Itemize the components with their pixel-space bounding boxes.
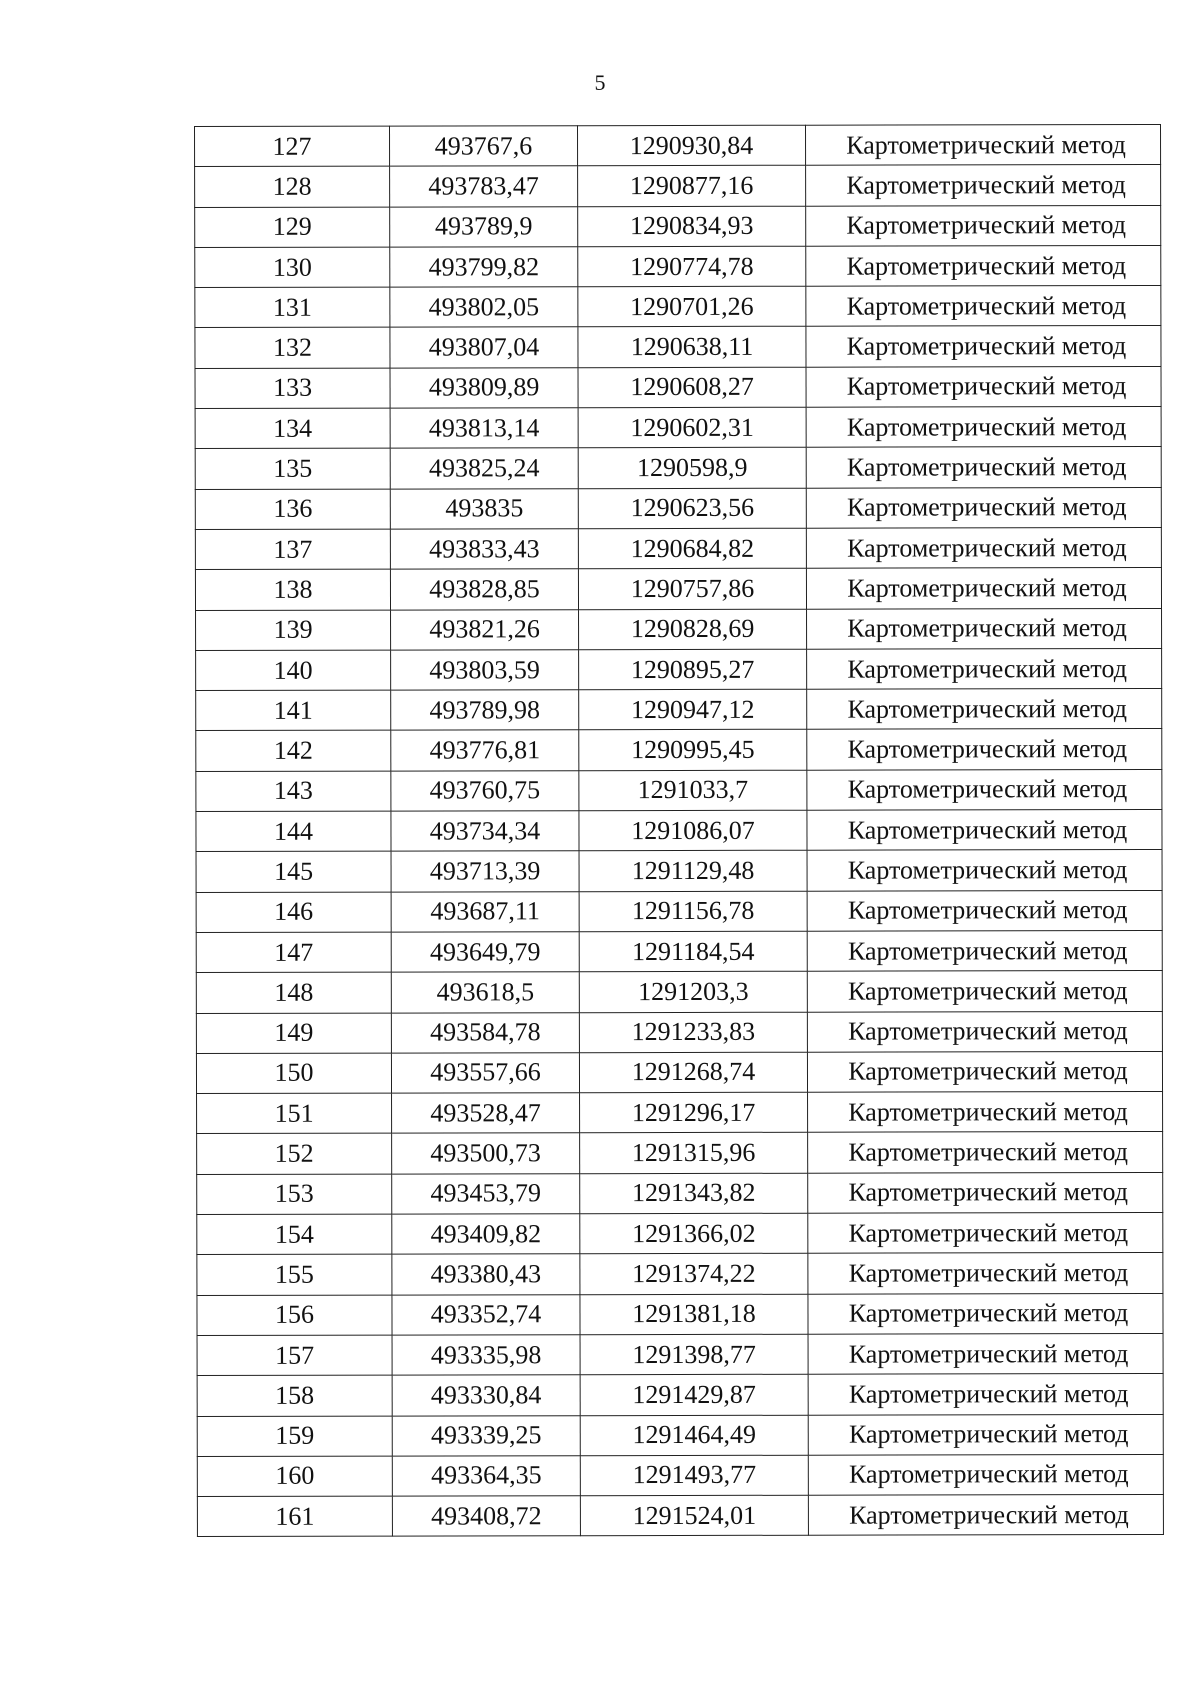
point-number-cell: 159 [197, 1416, 392, 1457]
table-row [195, 165, 1161, 207]
page-number: 5 [594, 70, 606, 95]
x-coordinate-cell: 493833,43 [390, 529, 578, 570]
x-coordinate-cell: 493649,79 [391, 932, 579, 973]
method-cell: Картометрический метод [807, 608, 1162, 649]
point-number-cell: 151 [197, 1093, 392, 1134]
method-cell: Картометрический метод [808, 1212, 1163, 1253]
x-coordinate-cell: 493380,43 [392, 1254, 580, 1295]
table-row [195, 245, 1161, 287]
x-coordinate-cell: 493335,98 [392, 1335, 580, 1376]
method-cell: Картометрический метод [806, 326, 1161, 367]
x-coordinate-cell: 493760,75 [391, 770, 579, 811]
table-row [197, 1253, 1163, 1295]
table-row [197, 1172, 1163, 1214]
method-cell: Картометрический метод [806, 205, 1161, 246]
x-coordinate-cell: 493453,79 [392, 1173, 580, 1214]
method-cell: Картометрический метод [807, 890, 1162, 931]
table-row [196, 1011, 1162, 1053]
method-cell: Картометрический метод [808, 1172, 1163, 1213]
method-cell: Картометрический метод [806, 527, 1161, 568]
table-row [197, 1495, 1163, 1537]
y-coordinate-cell: 1290895,27 [579, 649, 807, 690]
table-row [195, 366, 1161, 408]
method-cell: Картометрический метод [807, 729, 1162, 770]
table-row [195, 447, 1161, 489]
y-coordinate-cell: 1290598,9 [578, 448, 806, 489]
y-coordinate-cell: 1291343,82 [580, 1173, 808, 1214]
method-cell: Картометрический метод [806, 487, 1161, 528]
x-coordinate-cell: 493803,59 [391, 650, 579, 691]
y-coordinate-cell: 1291429,87 [580, 1374, 808, 1415]
y-coordinate-cell: 1291233,83 [579, 1012, 807, 1053]
point-number-cell: 152 [197, 1134, 392, 1175]
point-number-cell: 141 [196, 690, 391, 731]
point-number-cell: 144 [196, 811, 391, 852]
point-number-cell: 127 [195, 126, 390, 167]
point-number-cell: 161 [197, 1496, 392, 1537]
y-coordinate-cell: 1290828,69 [579, 609, 807, 650]
y-coordinate-cell: 1290638,11 [578, 327, 806, 368]
method-cell: Картометрический метод [808, 1092, 1163, 1133]
table-row [197, 1414, 1163, 1456]
method-cell: Картометрический метод [808, 1293, 1163, 1334]
point-number-cell: 140 [196, 650, 391, 691]
x-coordinate-cell: 493809,89 [390, 367, 578, 408]
method-cell: Картометрический метод [808, 1253, 1163, 1294]
table-row [197, 1212, 1163, 1254]
point-number-cell: 156 [197, 1295, 392, 1336]
point-number-cell: 148 [196, 972, 391, 1013]
point-number-cell: 137 [195, 529, 390, 570]
y-coordinate-cell: 1290774,78 [578, 246, 806, 287]
y-coordinate-cell: 1291524,01 [580, 1495, 808, 1536]
y-coordinate-cell: 1291366,02 [580, 1213, 808, 1254]
method-cell: Картометрический метод [807, 689, 1162, 730]
method-cell: Картометрический метод [808, 1414, 1163, 1455]
x-coordinate-cell: 493618,5 [391, 972, 579, 1013]
y-coordinate-cell: 1291184,54 [579, 931, 807, 972]
point-number-cell: 139 [196, 610, 391, 651]
table-row [196, 971, 1162, 1013]
y-coordinate-cell: 1290684,82 [578, 528, 806, 569]
y-coordinate-cell: 1291156,78 [579, 891, 807, 932]
table-row [195, 205, 1161, 247]
point-number-cell: 130 [195, 247, 390, 288]
x-coordinate-cell: 493828,85 [390, 569, 578, 610]
x-coordinate-cell: 493802,05 [390, 287, 578, 328]
method-cell: Картометрический метод [806, 165, 1161, 206]
x-coordinate-cell: 493713,39 [391, 851, 579, 892]
table-row [196, 648, 1162, 690]
method-cell: Картометрический метод [808, 1333, 1163, 1374]
table-row [195, 326, 1161, 368]
method-cell: Картометрический метод [806, 245, 1161, 286]
point-number-cell: 155 [197, 1254, 392, 1295]
table-row [196, 810, 1162, 852]
table-row [197, 1092, 1163, 1134]
method-cell: Картометрический метод [806, 447, 1161, 488]
x-coordinate-cell: 493807,04 [390, 327, 578, 368]
point-number-cell: 131 [195, 287, 390, 328]
method-cell: Картометрический метод [807, 1051, 1162, 1092]
y-coordinate-cell: 1291464,49 [580, 1415, 808, 1456]
table-row [196, 608, 1162, 650]
table-row [197, 1132, 1163, 1174]
table-row [197, 1333, 1163, 1375]
point-number-cell: 134 [195, 408, 390, 449]
point-number-cell: 153 [197, 1174, 392, 1215]
table-row [195, 568, 1161, 610]
y-coordinate-cell: 1291129,48 [579, 851, 807, 892]
x-coordinate-cell: 493408,72 [392, 1496, 580, 1537]
point-number-cell: 128 [195, 166, 390, 207]
y-coordinate-cell: 1291493,77 [580, 1455, 808, 1496]
x-coordinate-cell: 493364,35 [392, 1455, 580, 1496]
point-number-cell: 160 [197, 1456, 392, 1497]
x-coordinate-cell: 493339,25 [392, 1415, 580, 1456]
method-cell: Картометрический метод [807, 648, 1162, 689]
y-coordinate-cell: 1290930,84 [578, 125, 806, 166]
y-coordinate-cell: 1290834,93 [578, 206, 806, 247]
method-cell: Картометрический метод [807, 850, 1162, 891]
coordinates-table [194, 124, 1164, 1537]
x-coordinate-cell: 493813,14 [390, 408, 578, 449]
table-row [196, 689, 1162, 731]
table-row [195, 124, 1161, 166]
point-number-cell: 157 [197, 1335, 392, 1376]
table-row [196, 930, 1162, 972]
point-number-cell: 133 [195, 368, 390, 409]
y-coordinate-cell: 1291398,77 [580, 1334, 808, 1375]
point-number-cell: 142 [196, 731, 391, 772]
method-cell: Картометрический метод [807, 1011, 1162, 1052]
method-cell: Картометрический метод [806, 286, 1161, 327]
y-coordinate-cell: 1290608,27 [578, 367, 806, 408]
method-cell: Картометрический метод [808, 1495, 1163, 1536]
method-cell: Картометрический метод [808, 1454, 1163, 1495]
y-coordinate-cell: 1290995,45 [579, 730, 807, 771]
x-coordinate-cell: 493783,47 [390, 166, 578, 207]
method-cell: Картометрический метод [808, 1132, 1163, 1173]
x-coordinate-cell: 493789,98 [391, 690, 579, 731]
table-row [195, 286, 1161, 328]
x-coordinate-cell: 493584,78 [391, 1012, 579, 1053]
y-coordinate-cell: 1291268,74 [579, 1052, 807, 1093]
y-coordinate-cell: 1290602,31 [578, 407, 806, 448]
point-number-cell: 143 [196, 771, 391, 812]
method-cell: Картометрический метод [806, 568, 1161, 609]
point-number-cell: 135 [195, 448, 390, 489]
point-number-cell: 145 [196, 851, 391, 892]
x-coordinate-cell: 493767,6 [390, 126, 578, 167]
x-coordinate-cell: 493330,84 [392, 1375, 580, 1416]
table-row [196, 890, 1162, 932]
y-coordinate-cell: 1290947,12 [579, 689, 807, 730]
x-coordinate-cell: 493835 [390, 488, 578, 529]
y-coordinate-cell: 1290877,16 [578, 166, 806, 207]
x-coordinate-cell: 493789,9 [390, 206, 578, 247]
y-coordinate-cell: 1291381,18 [580, 1294, 808, 1335]
point-number-cell: 158 [197, 1375, 392, 1416]
x-coordinate-cell: 493799,82 [390, 247, 578, 288]
method-cell: Картометрический метод [805, 124, 1160, 165]
x-coordinate-cell: 493528,47 [392, 1093, 580, 1134]
x-coordinate-cell: 493821,26 [391, 609, 579, 650]
point-number-cell: 138 [195, 569, 390, 610]
y-coordinate-cell: 1291086,07 [579, 810, 807, 851]
table-row [195, 527, 1161, 569]
x-coordinate-cell: 493500,73 [392, 1133, 580, 1174]
point-number-cell: 154 [197, 1214, 392, 1255]
y-coordinate-cell: 1291315,96 [580, 1133, 808, 1174]
point-number-cell: 136 [195, 489, 390, 530]
point-number-cell: 129 [195, 207, 390, 248]
point-number-cell: 150 [196, 1053, 391, 1094]
table-row [197, 1293, 1163, 1335]
x-coordinate-cell: 493687,11 [391, 891, 579, 932]
x-coordinate-cell: 493409,82 [392, 1214, 580, 1255]
table-row [197, 1454, 1163, 1496]
x-coordinate-cell: 493352,74 [392, 1294, 580, 1335]
coordinates-table-body [195, 124, 1164, 1536]
method-cell: Картометрический метод [807, 769, 1162, 810]
table-row [195, 487, 1161, 529]
y-coordinate-cell: 1290623,56 [578, 488, 806, 529]
y-coordinate-cell: 1291203,3 [579, 971, 807, 1012]
method-cell: Картометрический метод [806, 407, 1161, 448]
method-cell: Картометрический метод [806, 366, 1161, 407]
method-cell: Картометрический метод [808, 1374, 1163, 1415]
method-cell: Картометрический метод [807, 971, 1162, 1012]
method-cell: Картометрический метод [807, 810, 1162, 851]
y-coordinate-cell: 1291374,22 [580, 1254, 808, 1295]
x-coordinate-cell: 493557,66 [391, 1053, 579, 1094]
point-number-cell: 147 [196, 932, 391, 973]
point-number-cell: 132 [195, 328, 390, 369]
table-row [195, 407, 1161, 449]
y-coordinate-cell: 1291033,7 [579, 770, 807, 811]
method-cell: Картометрический метод [807, 930, 1162, 971]
table-row [196, 1051, 1162, 1093]
table-row [197, 1374, 1163, 1416]
y-coordinate-cell: 1291296,17 [580, 1092, 808, 1133]
table-row [196, 769, 1162, 811]
y-coordinate-cell: 1290757,86 [578, 568, 806, 609]
point-number-cell: 146 [196, 892, 391, 933]
x-coordinate-cell: 493825,24 [390, 448, 578, 489]
point-number-cell: 149 [196, 1013, 391, 1054]
y-coordinate-cell: 1290701,26 [578, 286, 806, 327]
table-row [196, 850, 1162, 892]
table-row [196, 729, 1162, 771]
x-coordinate-cell: 493734,34 [391, 811, 579, 852]
x-coordinate-cell: 493776,81 [391, 730, 579, 771]
